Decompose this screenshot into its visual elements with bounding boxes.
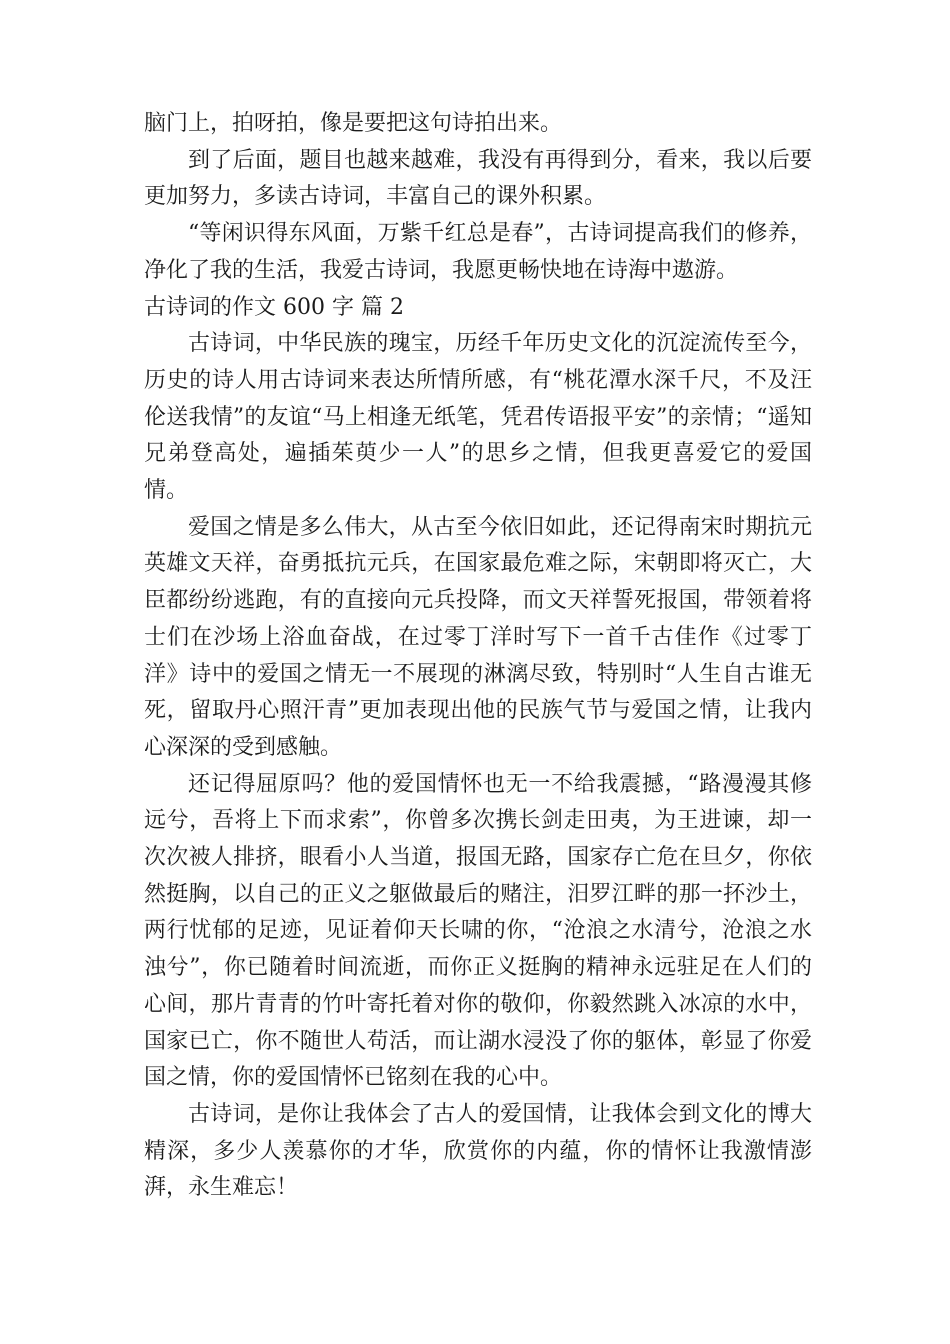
- paragraph-1: 古诗词，中华民族的瑰宝，历经千年历史文化的沉淀流传至今，历史的诗人用古诗词来表达所情所感，有“桃花潭水深千尺，不及汪伦送我情”的友谊“马上相逢无纸笔，凭君传语报平安”的亲情；“遥知兄弟登高处，遍插茱萸少一人”的思乡之情，但我更喜爱它的爱国情。: [144, 331, 812, 504]
- document-body: [144, 106, 812, 1207]
- section-heading: 古诗词的作文 600 字 篇 2: [144, 294, 404, 320]
- paragraph-2: 爱国之情是多么伟大，从古至今依旧如此，还记得南宋时期抗元英雄文天祥，奋勇抵抗元兵，在国家最危难之际，宋朝即将灭亡，大臣都纷纷逃跑，有的直接向元兵投降，而文天祥誓死报国，带领着将士们在沙场上浴血奋战，在过零丁洋时写下一首千古佳作《过零丁洋》诗中的爱国之情无一不展现的淋漓尽致，特别时“人生自古谁无死，留取丹心照汗青”更加表现出他的民族气节与爱国之情，让我内心深深的受到感触。: [144, 514, 812, 760]
- paragraph-3: 还记得屈原吗？他的爱国情怀也无一不给我震撼，“路漫漫其修远兮，吾将上下而求索”，你曾多次携长剑走田夷，为王进谏，却一次次被人排挤，眼看小人当道，报国无路，国家存亡危在旦夕，你依然挺胸，以自己的正义之躯做最后的赌注，汨罗江畔的那一抔沙土，两行忧郁的足迹，见证着仰天长啸的你，“沧浪之水清兮，沧浪之水浊兮”，你已随着时间流逝，而你正义挺胸的精神永远驻足在人们的心间，那片青青的竹叶寄托着对你的敬仰，你毅然跳入冰凉的水中，国家已亡，你不随世人苟活，而让湖水浸没了你的躯体，彰显了你爱国之情，你的爱国情怀已铭刻在我的心中。: [144, 771, 812, 1091]
- paragraph-4: 古诗词，是你让我体会了古人的爱国情，让我体会到文化的博大精深，多少人羡慕你的才华，欣赏你的内蕴，你的情怀让我激情澎湃，永生难忘！: [144, 1101, 812, 1201]
- paragraph-quote: “等闲识得东风面，万紫千红总是春”，古诗词提高我们的修养，净化了我的生活，我爱古诗词，我愿更畅快地在诗海中遨游。: [144, 221, 812, 283]
- paragraph-later-questions: 到了后面，题目也越来越难，我没有再得到分，看来，我以后要更加努力，多读古诗词，丰富自己的课外积累。: [144, 147, 812, 210]
- paragraph-continuation: 脑门上，拍呀拍，像是要把这句诗拍出来。: [144, 111, 563, 136]
